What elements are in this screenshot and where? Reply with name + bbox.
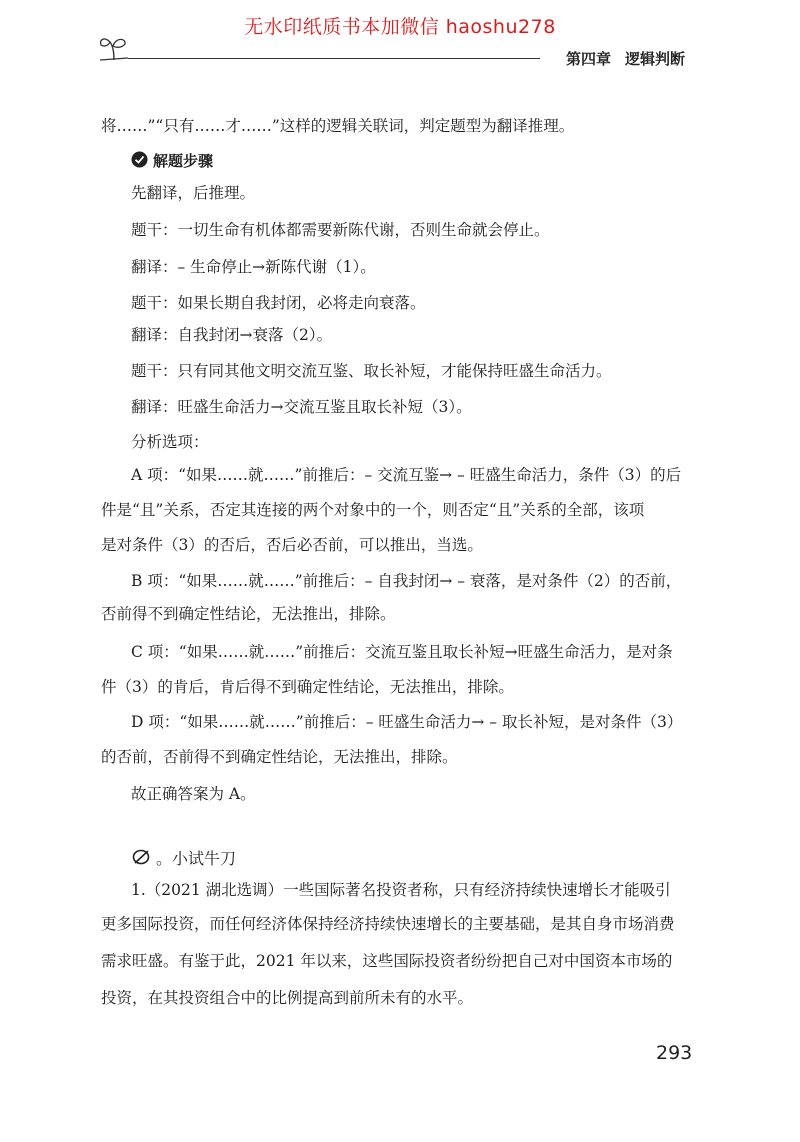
option-c-line: 件（3）的肯后，肯后得不到确定性结论，无法推出，排除。 — [101, 678, 514, 696]
practice-heading: 。小试牛刀 — [156, 849, 237, 868]
page-number: 293 — [656, 1042, 693, 1064]
option-c-line: C 项：“如果……就……”前推后：交流互鉴且取长补短→旺盛生命活力，是对条 — [131, 643, 673, 661]
steps-heading: 解题步骤 — [153, 152, 214, 170]
conclusion: 故正确答案为 A。 — [131, 785, 256, 803]
chapter-label: 第四章 — [566, 50, 612, 68]
chapter-header — [566, 48, 685, 69]
practice-line: 更多国际投资，而任何经济体保持经济持续快速增长的主要基础，是其自身市场消费 — [101, 915, 675, 933]
body-line: 题干：只有同其他文明交流互鉴、取长补短，才能保持旺盛生命活力。 — [131, 362, 612, 380]
option-b-line: 否前得不到确定性结论，无法推出，排除。 — [101, 605, 396, 623]
body-line: 翻译：自我封闭→衰落（2）。 — [131, 326, 333, 344]
sprout-icon — [98, 34, 130, 62]
option-d-line: 的否前，否前得不到确定性结论，无法推出，排除。 — [101, 748, 458, 766]
header-rule — [128, 58, 540, 59]
option-a-line: 件是“且”关系，否定其连接的两个对象中的一个，则否定“且”关系的全部，该项 — [101, 501, 645, 519]
body-line: 题干：一切生命有机体都需要新陈代谢，否则生命就会停止。 — [131, 221, 550, 239]
intro-line: 将……”“只有……才……”这样的逻辑关联词，判定题型为翻译推理。 — [101, 117, 575, 135]
body-line: 翻译：旺盛生命活力→交流互鉴且取长补短（3）。 — [131, 398, 472, 416]
option-d-line: D 项：“如果……就……”前推后：– 旺盛生命活力→ – 取长补短，是对条件（3） — [131, 713, 683, 731]
check-badge-icon — [131, 151, 148, 168]
body-line: 翻译：– 生命停止→新陈代谢（1）。 — [131, 258, 376, 276]
practice-line: 投资，在其投资组合中的比例提高到前所未有的水平。 — [101, 989, 474, 1007]
body-line: 题干：如果长期自我封闭，必将走向衰落。 — [131, 294, 426, 312]
body-line: 分析选项： — [131, 433, 209, 451]
option-a-line: 是对条件（3）的否后，否后必否前，可以推出，当选。 — [101, 536, 483, 554]
practice-line: 需求旺盛。有鉴于此，2021 年以来，这些国际投资者纷纷把自己对中国资本市场的 — [101, 952, 673, 970]
ring-icon — [131, 848, 153, 866]
watermark-text: 无水印纸质书本加微信 haoshu278 — [244, 16, 556, 38]
body-line: 先翻译，后推理。 — [131, 184, 256, 202]
option-a-line: A 项：“如果……就……”前推后：– 交流互鉴→ – 旺盛生命活力，条件（3）的后 — [131, 466, 682, 484]
chapter-title: 逻辑判断 — [625, 50, 686, 68]
practice-line: 1.（2021 湖北选调）一些国际著名投资者称，只有经济持续快速增长才能吸引 — [131, 881, 671, 899]
option-b-line: B 项：“如果……就……”前推后：– 自我封闭→ – 衰落，是对条件（2）的否前， — [131, 572, 682, 590]
